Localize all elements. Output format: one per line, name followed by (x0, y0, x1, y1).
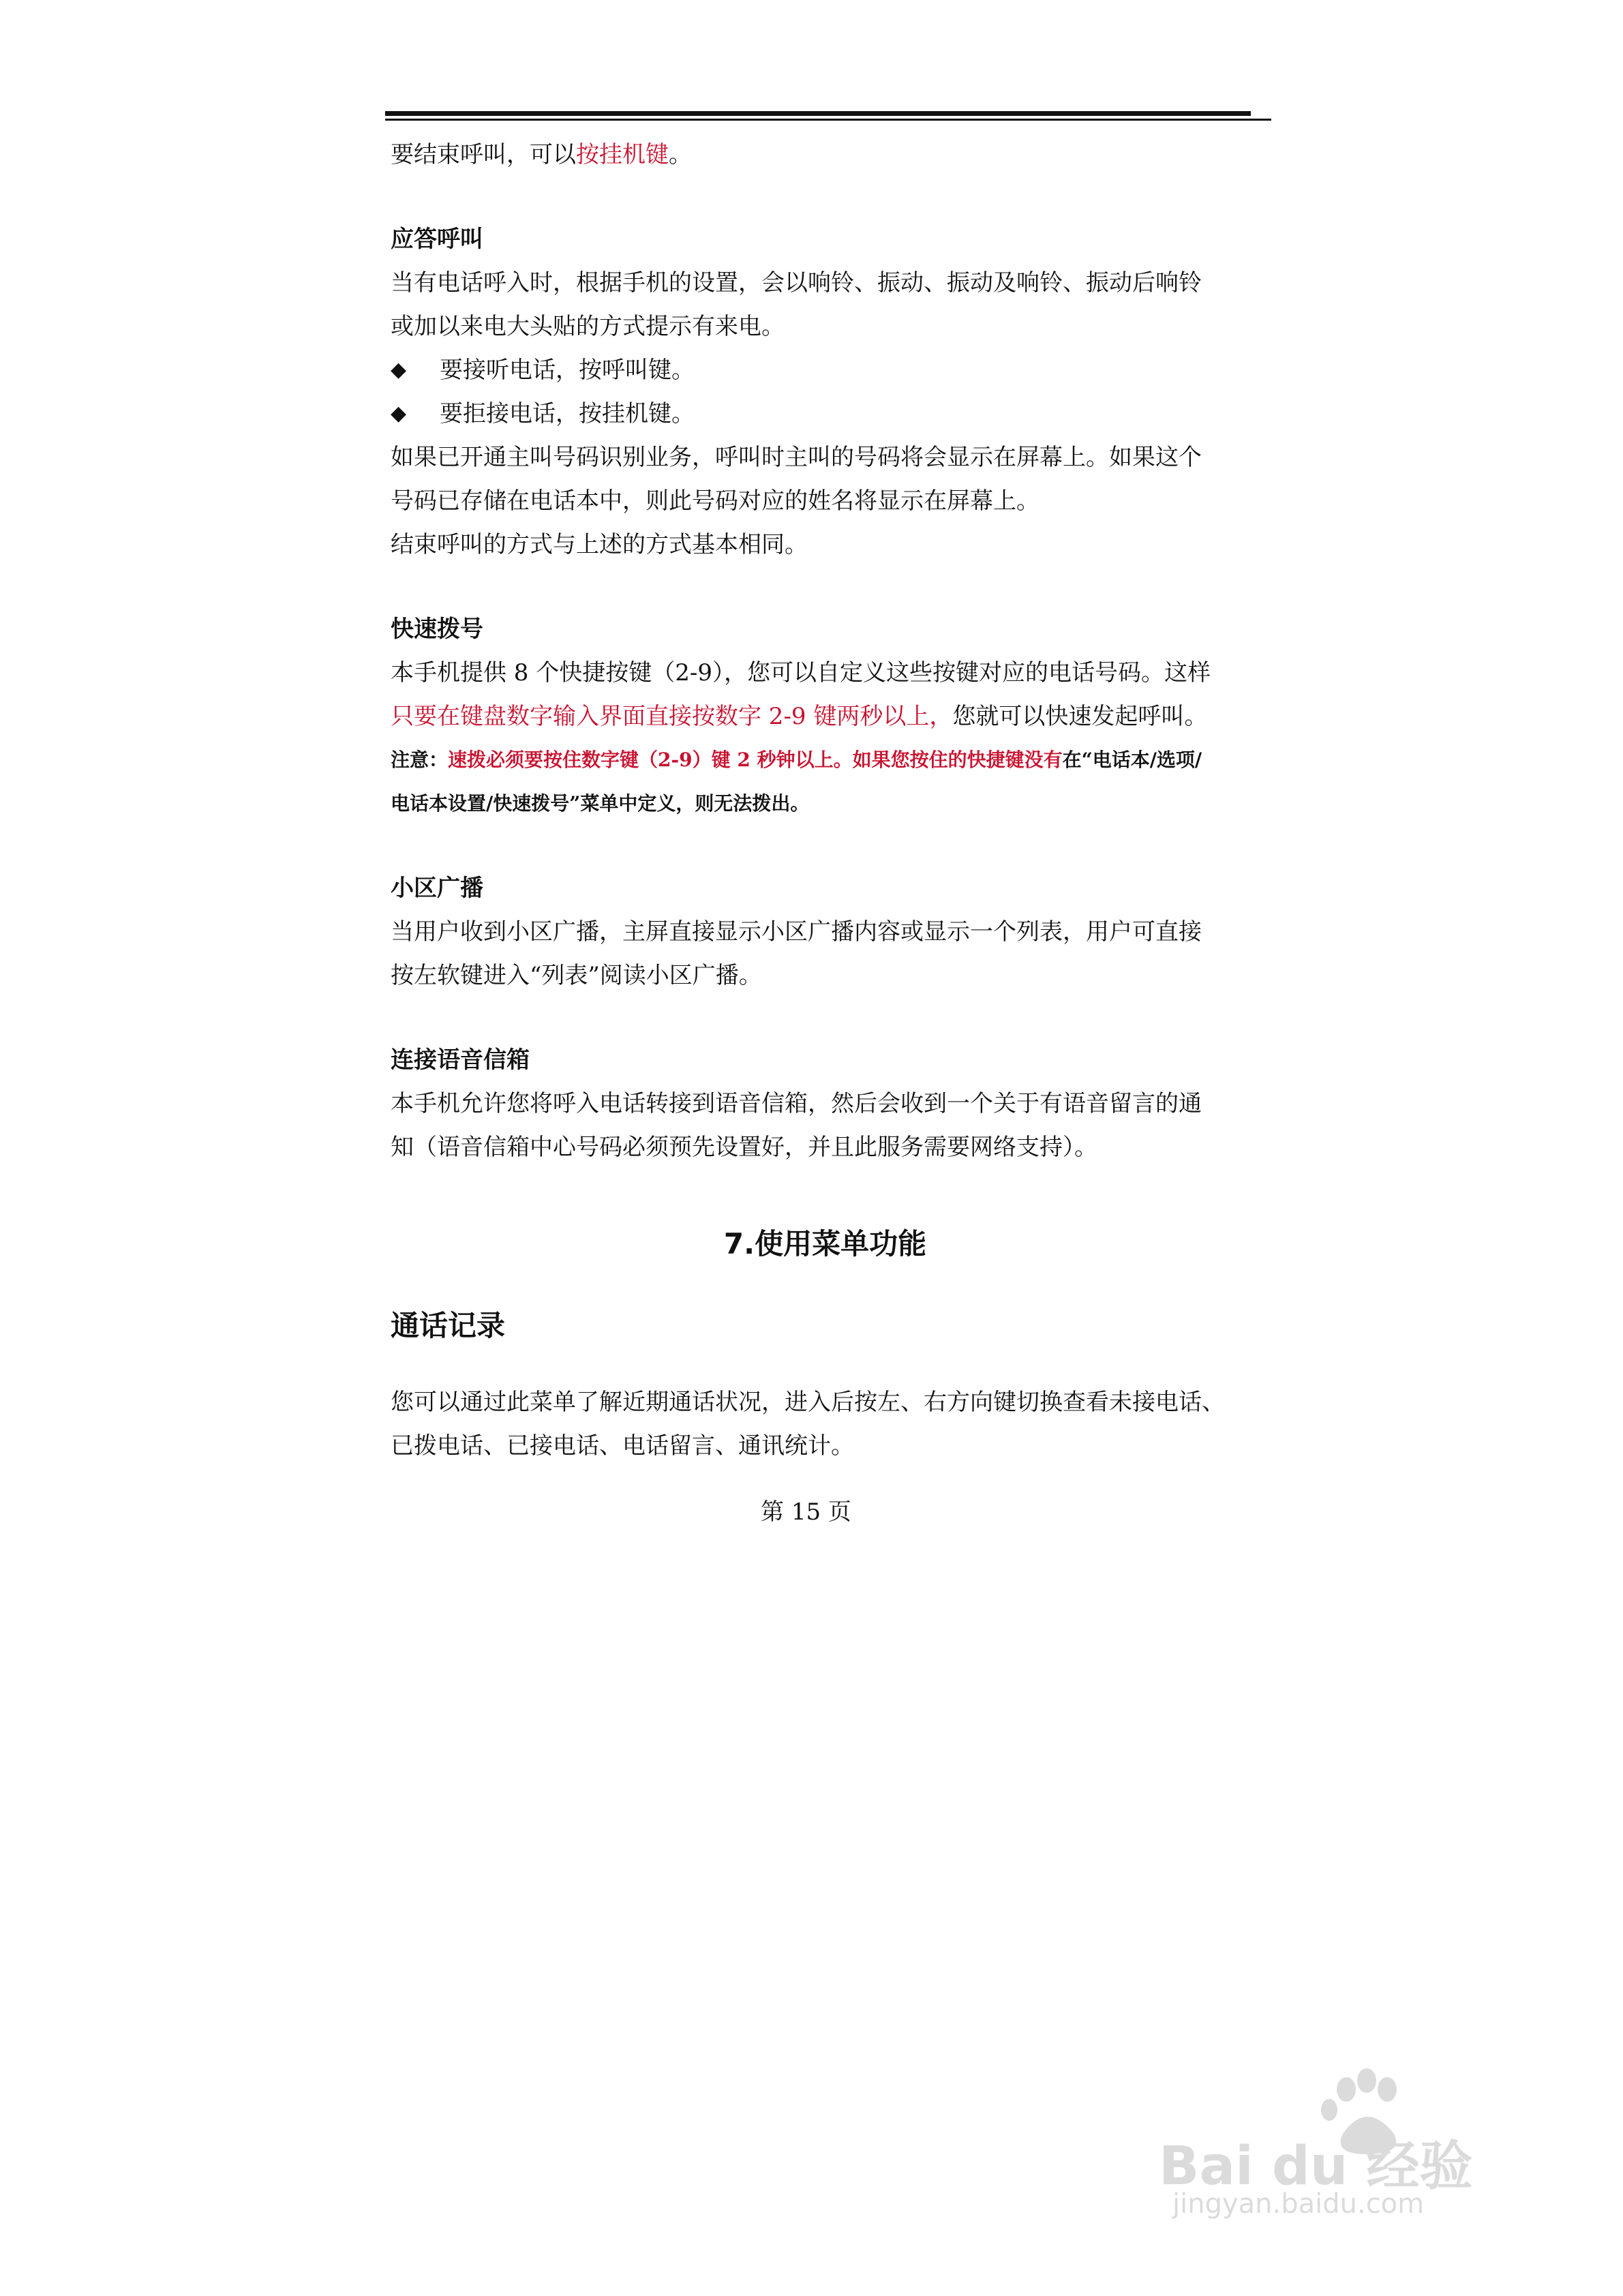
end-call-line: 要结束呼叫，可以按挂机键。 (391, 141, 692, 168)
cell-line2: 按左软键进入“列表”阅读小区广播。 (391, 962, 762, 989)
answer-para1-line1: 当有电话呼入时，根据手机的设置，会以响铃、振动、振动及响铃、振动后响铃 (391, 269, 1202, 297)
page-number: 第 15 页 (761, 1498, 851, 1526)
speed-note-line2: 电话本设置/快速拨号”菜单中定义，则无法拨出。 (391, 792, 810, 815)
answer-para1-line2: 或加以来电大头贴的方式提示有来电。 (391, 313, 785, 340)
diamond-bullet-icon: ◆ (391, 402, 407, 425)
answer-para2-line2: 号码已存储在电话本中，则此号码对应的姓名将显示在屏幕上。 (391, 487, 1040, 515)
calllog-line2: 已拨电话、已接电话、电话留言、通讯统计。 (391, 1432, 854, 1460)
watermark-url: jingyan.baidu.com (1172, 2188, 1425, 2220)
call-log-heading: 通话记录 (391, 1309, 506, 1342)
voicemail-line2: 知（语音信箱中心号码必须预先设置好，并且此服务需要网络支持）。 (391, 1134, 1097, 1161)
speed-dial-heading: 快速拨号 (391, 616, 483, 643)
diamond-bullet-icon: ◆ (391, 358, 407, 382)
header-rule-thin (385, 119, 1271, 121)
header-rule-thick (385, 111, 1251, 116)
bullet-item: ◆ 要接听电话，按呼叫键。 (391, 348, 1266, 392)
calllog-line1: 您可以通过此菜单了解近期通话状况，进入后按左、右方向键切换查看未接电话、 (391, 1389, 1225, 1416)
speed-line2: 只要在键盘数字输入界面直接按数字 2-9 键两秒以上，您就可以快速发起呼叫。 (391, 703, 1208, 730)
answer-para2-line1: 如果已开通主叫号码识别业务，呼叫时主叫的号码将会显示在屏幕上。如果这个 (391, 444, 1202, 471)
baidu-watermark (1159, 2059, 1541, 2222)
answer-para3: 结束呼叫的方式与上述的方式基本相同。 (391, 531, 808, 558)
cell-broadcast-heading: 小区广播 (391, 875, 483, 902)
speed-line1: 本手机提供 8 个快捷按键（2-9），您可以自定义这些按键对应的电话号码。这样 (391, 659, 1211, 686)
cell-line1: 当用户收到小区广播，主屏直接显示小区广播内容或显示一个列表，用户可直接 (391, 918, 1202, 946)
speed-note-line1: 注意：速拨必须要按住数字键（2-9）键 2 秒钟以上。如果您按住的快捷键没有在“电话本/选项/ (391, 749, 1202, 771)
bullet-item: ◆ 要拒接电话，按挂机键。 (391, 392, 1266, 436)
page-body (391, 133, 1266, 1468)
voicemail-line1: 本手机允许您将呼入电话转接到语音信箱，然后会收到一个关于有语音留言的通 (391, 1090, 1202, 1117)
chapter-title: 7.使用菜单功能 (723, 1227, 927, 1260)
voicemail-heading: 连接语音信箱 (391, 1046, 530, 1074)
answer-call-heading: 应答呼叫 (391, 226, 483, 253)
watermark-brand: Bai du 经验 (1159, 2136, 1473, 2197)
